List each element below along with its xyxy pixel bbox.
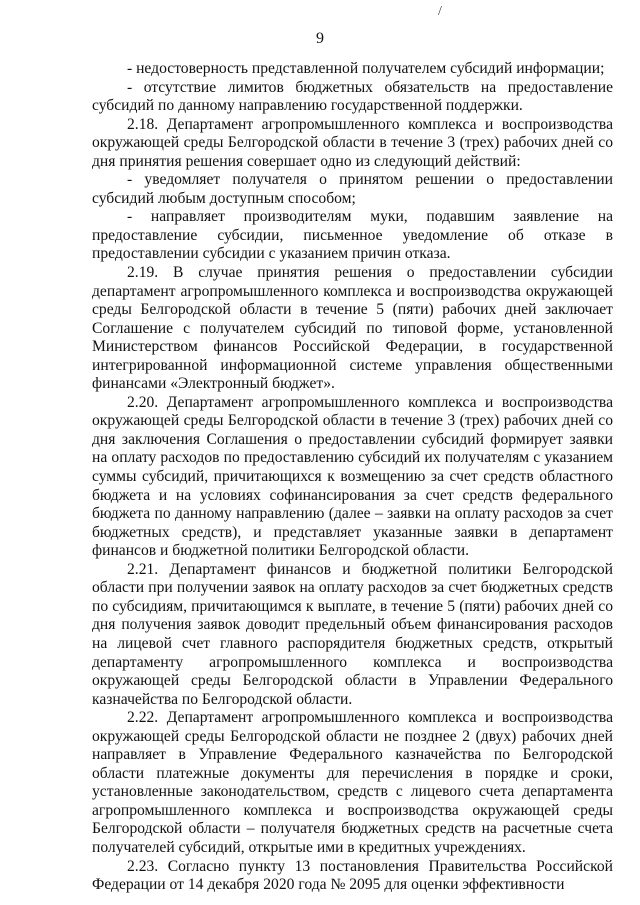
paragraph-notify: - уведомляет получателя о принятом решении о предоставлении субсидий любым доступным способом;	[92, 171, 613, 207]
paragraph-2-21: 2.21. Департамент финансов и бюджетной политики Белгородской области при получении заявок на оплату расходов за счет бюджетных средств по субсидиям, причитающимся к выплате, в течение 5 (пяти) рабочих дней со дня получения заявок доводит предельный объем финансирования расходов на лицевой счет главного распорядителя бюджетных средств, открытый департаменту агропромышленного комплекса и воспроизводства окружающей среды Белгородской области в Управлении Федерального казначейства по Белгородской области.	[92, 560, 613, 708]
paragraph-2-18: 2.18. Департамент агропромышленного комплекса и воспроизводства окружающей среды Белгородской области в течение 3 (трех) рабочих дней со дня принятия решения совершает одно из следующий действий:	[92, 115, 613, 170]
paragraph-inaccuracy: - недостоверность представленной получателем субсидий информации;	[127, 60, 605, 77]
paragraph-refusal: - направляет производителям муки, подавшим заявление на предоставление субсидии, письменное уведомление об отказе в предоставлении субсидии с указанием причин отказа.	[92, 208, 613, 263]
paragraph-2-19: 2.19. В случае принятия решения о предоставлении субсидии департамент агропромышленного комплекса и воспроизводства окружающей среды Белгородской области в течение 5 (пяти) рабочих дней заключает Соглашение с получателем субсидий по типовой форме, установленной Министерством финансов Российской Федерации, в государственной интегрированной информационной системе управления общественными финансами «Электронный бюджет».	[92, 264, 613, 393]
paragraph-2-22: 2.22. Департамент агропромышленного комплекса и воспроизводства окружающей среды Белгородской области не позднее 2 (двух) рабочих дней направляет в Управление Федерального казначейства по Белгородской области платежные документы для перечисления в порядке и сроки, установленные законодательством, средств с лицевого счета департамента агропромышленного комплекса и воспроизводства окружающей среды Белгородской области – получателя бюджетных средств на расчетные счета получателей субсидий, открытые ими в кредитных учреждениях.	[92, 709, 613, 856]
paragraph-2-20: 2.20. Департамент агропромышленного комплекса и воспроизводства окружающей среды Белгородской области в течение 3 (трех) рабочих дней со дня заключения Соглашения о предоставлении субсидий формирует заявки на оплату расходов по предоставлению субсидий их получателям с указанием суммы субсидий, причитающихся к возмещению за счет средств областного бюджета и на условиях софинансирования за счет средств федерального бюджета по данному направлению (далее – заявки на оплату расходов за счет бюджетных средств), и представляет указанные заявки в департамент финансов и бюджетной политики Белгородской области.	[92, 393, 613, 560]
corner-mark: /	[438, 4, 442, 19]
paragraph-2-23: 2.23. Согласно пункту 13 постановления Правительства Российской Федерации от 14 декабря 2020 года № 2095 для оценки эффективности	[92, 857, 613, 894]
page-number: 9	[316, 30, 324, 47]
document-body	[92, 60, 613, 895]
paragraph-no-limits: - отсутствие лимитов бюджетных обязательств на предоставление субсидий по данному направлению государственной поддержки.	[92, 78, 613, 115]
